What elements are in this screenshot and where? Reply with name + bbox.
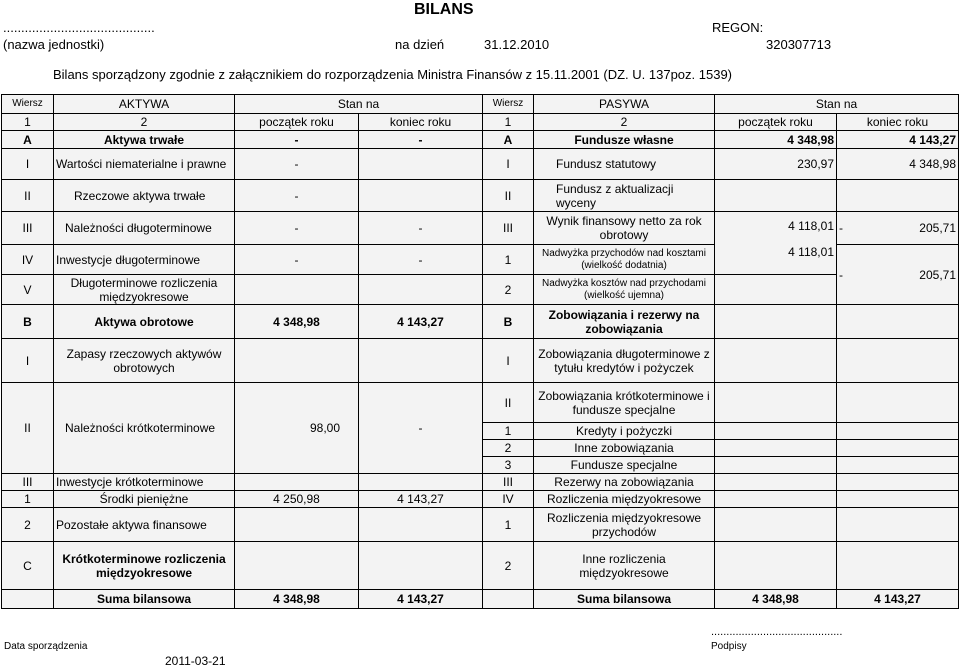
col-end-year: koniec roku (359, 114, 483, 131)
row-label: Inwestycje długoterminowe (54, 245, 235, 275)
table-row (2, 474, 959, 491)
value-start (235, 275, 359, 305)
row-code: 2 (2, 508, 54, 542)
row-code: I (483, 149, 534, 180)
table-row (2, 149, 959, 180)
value-end (359, 180, 483, 212)
row-code: I (2, 339, 54, 383)
table-row (2, 383, 959, 423)
row-label: Rozliczenia międzyokresowe (534, 491, 715, 508)
value-start: 4 348,98 (715, 590, 837, 609)
row-code: III (483, 212, 534, 245)
row-code: 1 (483, 508, 534, 542)
value-start (715, 275, 837, 305)
page-title: BILANS (414, 1, 474, 18)
value-start-b: 4 118,01 (788, 245, 834, 259)
value-end (837, 491, 959, 508)
row-code: B (483, 305, 534, 339)
value-end (837, 508, 959, 542)
col-start-year: początek roku (235, 114, 359, 131)
table-row (2, 305, 959, 339)
row-label: Fundusz statutowy (534, 149, 715, 180)
row-code: IV (483, 491, 534, 508)
table-row (2, 542, 959, 590)
value-end (359, 339, 483, 383)
value-end: 4 348,98 (837, 149, 959, 180)
value-start: - (235, 212, 359, 245)
value-start: - (235, 245, 359, 275)
row-code: III (2, 474, 54, 491)
value-end (359, 275, 483, 305)
value-end: 4 143,27 (837, 590, 959, 609)
row-label: Długoterminowe rozliczenia międzyokresowe (54, 275, 235, 305)
value-end (837, 440, 959, 457)
row-code: I (483, 339, 534, 383)
value-end: 4 143,27 (837, 131, 959, 149)
value-start (235, 474, 359, 491)
value-end (837, 542, 959, 590)
row-label: Pozostałe aktywa finansowe (54, 508, 235, 542)
value-end-amount: 205,71 (919, 221, 956, 235)
header-row-1 (2, 95, 959, 114)
value-end: 4 143,27 (359, 491, 483, 508)
row-label: Kredyty i pożyczki (534, 423, 715, 440)
signatures-label: Podpisy (711, 641, 747, 652)
row-code: II (483, 180, 534, 212)
value-start (715, 491, 837, 508)
row-code: 3 (483, 457, 534, 474)
table-row (2, 491, 959, 508)
row-code: B (2, 305, 54, 339)
row-code: V (2, 275, 54, 305)
col-stan-na-2: Stan na (715, 95, 959, 114)
row-code: A (2, 131, 54, 149)
col-start-year-2: początek roku (715, 114, 837, 131)
value-start (715, 180, 837, 212)
row-label: Nadwyżka przychodów nad kosztami (wielkość dodatnia) (534, 245, 715, 275)
row-code: 2 (483, 275, 534, 305)
value-end (837, 339, 959, 383)
value-start (715, 305, 837, 339)
row-label: Krótkoterminowe rozliczenia międzyokresowe (54, 542, 235, 590)
row-label: Zobowiązania długoterminowe z tytułu kredytów i pożyczek (534, 339, 715, 383)
sum-row (2, 590, 959, 609)
table-row (2, 131, 959, 149)
value-end-dash: - (839, 267, 843, 282)
value-end (359, 508, 483, 542)
regon-label: REGON: (712, 20, 764, 35)
value-start: 230,97 (715, 149, 837, 180)
value-end-amount: 205,71 (919, 267, 956, 282)
row-label: Rzeczowe aktywa trwałe (54, 180, 235, 212)
value-start (715, 474, 837, 491)
row-code: 2 (483, 542, 534, 590)
table-row (2, 508, 959, 542)
value-end (359, 474, 483, 491)
row-code: 1 (483, 423, 534, 440)
regon-number: 320307713 (766, 37, 832, 52)
col-end-year-2: koniec roku (837, 114, 959, 131)
row-code: C (2, 542, 54, 590)
value-start (235, 339, 359, 383)
row-label: Suma bilansowa (54, 590, 235, 609)
col-wiersz-2: Wiersz (483, 95, 534, 114)
value-end: - (359, 245, 483, 275)
row-code: 1 (483, 245, 534, 275)
value-end: 4 143,27 (359, 590, 483, 609)
row-code (2, 590, 54, 609)
row-label: Środki pieniężne (54, 491, 235, 508)
table-row (2, 339, 959, 383)
value-start: - (235, 180, 359, 212)
value-start (715, 383, 837, 423)
legal-basis: Bilans sporządzony zgodnie z załącznikiem do rozporządzenia Ministra Finansów z 15.11.2001 (DZ. U. 137poz. 1539) (53, 67, 733, 82)
value-start: 4 250,98 (235, 491, 359, 508)
value-start (715, 542, 837, 590)
value-start: 4 348,98 (715, 131, 837, 149)
col-pasywa: PASYWA (534, 95, 715, 114)
value-end (359, 149, 483, 180)
value-start (235, 542, 359, 590)
value-end (837, 305, 959, 339)
row-code: II (2, 180, 54, 212)
row-label: Należności krótkoterminowe (54, 383, 235, 474)
row-code (483, 590, 534, 609)
col-num-1: 1 (2, 114, 54, 131)
row-code: IV (2, 245, 54, 275)
balance-sheet-table (1, 94, 959, 609)
row-code: A (483, 131, 534, 149)
row-label: Zobowiązania i rezerwy na zobowiązania (534, 305, 715, 339)
balance-date: 31.12.2010 (484, 37, 550, 52)
value-end: - (359, 131, 483, 149)
row-code: III (483, 474, 534, 491)
value-start: - (235, 131, 359, 149)
value-end: - (359, 383, 483, 474)
row-label: Fundusze własne (534, 131, 715, 149)
row-label: Zapasy rzeczowych aktywów obrotowych (54, 339, 235, 383)
col-num-1b: 1 (483, 114, 534, 131)
header-row-2 (2, 114, 959, 131)
value-start (715, 339, 837, 383)
row-label: Inne zobowiązania (534, 440, 715, 457)
row-code: 2 (483, 440, 534, 457)
col-num-2b: 2 (534, 114, 715, 131)
row-label: Nadwyżka kosztów nad przychodami (wielkość ujemna) (534, 275, 715, 305)
row-code: II (2, 383, 54, 474)
table-row (2, 212, 959, 245)
row-label: Fundusz z aktualizacji wyceny (534, 180, 715, 212)
col-num-2: 2 (54, 114, 235, 131)
row-code: 1 (2, 491, 54, 508)
value-start (715, 457, 837, 474)
value-start: 4 348,98 (235, 590, 359, 609)
prepared-date-label: Data sporządzenia (4, 641, 88, 652)
row-label: Rezerwy na zobowiązania (534, 474, 715, 491)
col-wiersz: Wiersz (2, 95, 54, 114)
col-aktywa: AKTYWA (54, 95, 235, 114)
sign-dots: ........................................... (711, 626, 843, 638)
value-start (715, 508, 837, 542)
value-end: 4 143,27 (359, 305, 483, 339)
value-end (359, 542, 483, 590)
row-label: Suma bilansowa (534, 590, 715, 609)
row-label: Zobowiązania krótkoterminowe i fundusze specjalne (534, 383, 715, 423)
value-end (837, 457, 959, 474)
value-start: - (235, 149, 359, 180)
value-end (837, 423, 959, 440)
value-end (837, 383, 959, 423)
value-start (715, 423, 837, 440)
value-start: 98,00 (235, 383, 359, 474)
date-label: na dzień (395, 37, 445, 52)
value-start-a: 4 118,01 (788, 219, 834, 233)
table-row (2, 275, 959, 305)
row-label: Fundusze specjalne (534, 457, 715, 474)
col-stan-na: Stan na (235, 95, 483, 114)
prepared-date: 2011-03-21 (165, 654, 226, 668)
value-start (715, 440, 837, 457)
entity-label: (nazwa jednostki) (3, 37, 105, 52)
row-code: I (2, 149, 54, 180)
value-end (837, 245, 959, 305)
row-label: Inne rozliczenia międzyokresowe (534, 542, 715, 590)
row-label: Należności długoterminowe (54, 212, 235, 245)
value-start (715, 212, 837, 275)
value-start (235, 508, 359, 542)
value-end (837, 212, 959, 245)
row-code: III (2, 212, 54, 245)
table-row (2, 180, 959, 212)
value-end: - (359, 212, 483, 245)
row-label: Wartości niematerialne i prawne (54, 149, 235, 180)
row-label: Aktywa trwałe (54, 131, 235, 149)
row-label: Inwestycje krótkoterminowe (54, 474, 235, 491)
row-code: II (483, 383, 534, 423)
row-label: Rozliczenia międzyokresowe przychodów (534, 508, 715, 542)
value-end (837, 474, 959, 491)
row-label: Aktywa obrotowe (54, 305, 235, 339)
row-label: Wynik finansowy netto za rok obrotowy (534, 212, 715, 245)
value-end (837, 180, 959, 212)
value-end-dash: - (839, 221, 843, 235)
entity-dots: .......................................... (3, 20, 155, 35)
value-start: 4 348,98 (235, 305, 359, 339)
